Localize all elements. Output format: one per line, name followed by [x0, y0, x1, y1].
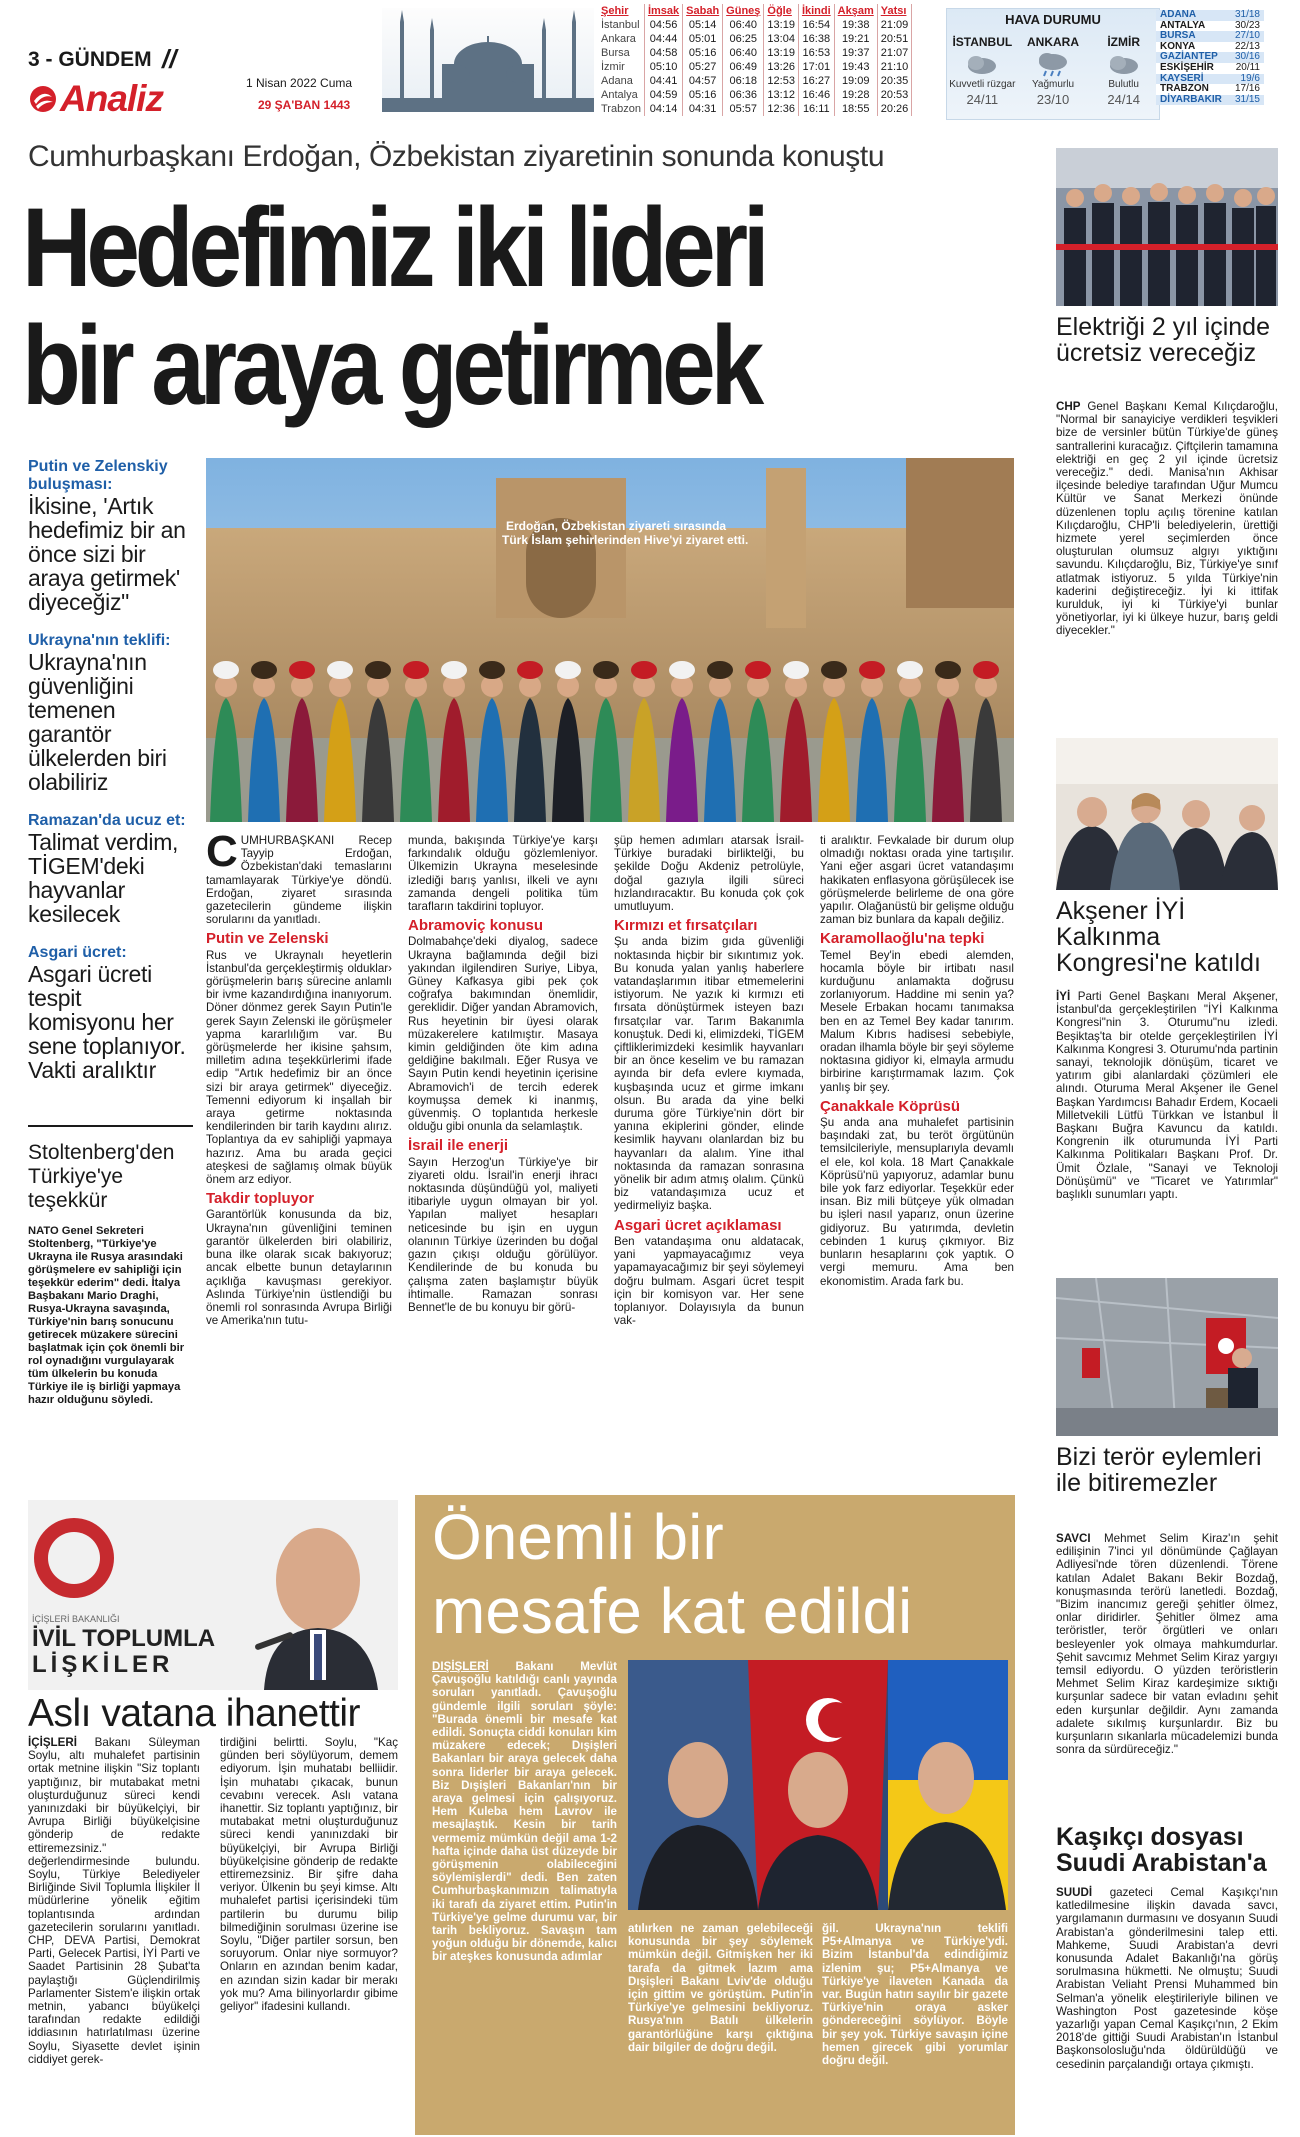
prayer-cell: 16:11	[798, 102, 834, 116]
prayer-cell: 13:26	[764, 60, 799, 74]
photo-person-hat	[517, 661, 543, 679]
photo-person-hat	[669, 661, 695, 679]
body-paragraph: Mehmet Selim Kiraz'ın şehit edilişinin 7'inci yıl dönümünde Çağlayan Adliyesi'nde tören düzenlendi. Törene katılan Adalet Bakanı Bekir Bozdağ, konuşmasında terörü lanetledi. Bozdağ, "Bizim inancımız gereği şehitler ölmez, onlar diridirler. Şehitler ölmez ama teröristler, terör örgütleri ve onları besleyenler yok olmaya mahkumdurlar. Şehit savcımız Mehmet Selim Kiraz yargıyı temsil ediyordu. O yüzden teröristlerin Mehmet Selim Kiraz kardeşimize sıktığı kurşunlar sadece bir vatan evladını şehit eden kurşunlar değildir. Aynı zamanda adalete sıkılmış kurşunlardır. Biz bu kurşunların sıkanlarla mücadelemizi bunda sonra da sürdüreceğiz."	[1056, 1532, 1278, 1757]
weather-temp: 24/11	[966, 92, 999, 107]
prayer-cell: 04:14	[644, 102, 682, 116]
photo-person-hat	[707, 661, 733, 679]
bozdag-speech-photo	[1056, 1278, 1278, 1436]
weather-temp: 17/16	[1234, 83, 1260, 95]
photo-person-hat	[365, 661, 391, 679]
prayer-cell: 05:16	[683, 88, 723, 102]
body-paragraph: Bakanı Mevlüt Çavuşoğlu katıldığı canlı yayında soruları yanıtladı. Çavuşoğlu gündemle ilgili soruları şöyle: "Burada önemli bir mesafe kat edildi. Sonuçta ciddi konuları kim müzakere edecek; Dışişleri Bakanları bir araya gelecek daha sonra liderler bir araya gelecek. Biz Dışişleri Bakanları'nın bir araya gelmesi için çalışıyoruz. Hem Kuleba hem Lavrov ile mesajlaştık. Kesin bir tarih vermemiz mümkün değil ama 1-2 hafta içinde daha üst düzeyde bir görüşmenin olabileceğini söylemişlerdi" dedi. Ben zaten Cumhurbaşkanımızın talimatıyla iki tarafı da ziyaret ettim. Putin'in Türkiye'ye gelme durumu var, bir tarih bekliyoruz. Savaşın tam yoğun olduğu bir dönemde, kalıcı bir ateşkes konusunda adımlar	[432, 1660, 617, 1964]
photo-person-hat	[251, 661, 277, 679]
lead-word: CHP	[1056, 400, 1081, 413]
weather-city	[1018, 35, 1089, 107]
prayer-cell: 13:04	[764, 32, 799, 46]
photo-person-hat	[593, 661, 619, 679]
photo-person-hat	[783, 661, 809, 679]
body-paragraph: Parti Genel Başkanı Meral Akşener, İstanbul'da gerçekleştirilen "İYİ Kalkınma Kongresi"nin 3. Oturumu"nu izledi. Beşiktaş'ta bir otelde gerçekleştirilen İYİ Kalkınma Kongresi 3. Oturumu'nda partinin sanayi, teknolojik dönüşüm, ticaret ve yatırım gibi alanlardaki çözümleri ele alındı. Oturuma Meral Akşener ile Genel Başkan Yardımcısı Bahadır Erdem, Kocaeli Milletvekili Lütfü Türkkan ve İstanbul İl Başkanı Buğra Kavuncu da katıldı. Kongrenin ilk oturumunda İYİ Parti Kalkınma Politikaları Başkanı Prof. Dr. Ümit Özlale, "Sanayi ve Teknoloji Dönüşümü" ve "Ticaret ve Yatırımlar" başlıklı sunumları yaptı.	[1056, 990, 1278, 1202]
prayer-header-cell: Yatsı	[877, 4, 912, 18]
prayer-row	[598, 46, 912, 60]
cavusoglu-headline-2: mesafe kat edildi	[432, 1575, 913, 1647]
main-kicker: Cumhurbaşkanı Erdoğan, Özbekistan ziyaretinin sonunda konuştu	[28, 140, 885, 173]
sidebar-item	[28, 632, 193, 794]
body-paragraph: munda, bakışında Türkiye'ye karşı farkındalık olduğu gözlemleniyor. Ülkemizin Ukrayna meselesinde izlediği barış yanlısı, ilkeli ve aynı zamanda dengeli politika tüm tarafların takdirini topluyor.	[408, 834, 598, 914]
cloud-icon	[1107, 51, 1141, 77]
weather-temp: 27/10	[1234, 30, 1260, 42]
body-paragraph: şüp hemen adımları atarsak İsrail-Türkiye buradaki birliktelği, bu şekilde Doğu Akdeniz petrolüyle, doğal gazıyla ilgili süreci hızlandıracaktır. Bu konuda çok çok umutluyum.	[614, 834, 804, 914]
soylu-col1	[28, 1736, 200, 2068]
photo-person-hat	[555, 661, 581, 679]
photo-person-hat	[441, 661, 467, 679]
cavusoglu-col3	[822, 1922, 1008, 2069]
kasikci-text	[1056, 1886, 1278, 2073]
prayer-cell: Ankara	[598, 32, 644, 46]
prayer-header-cell: Sabah	[683, 4, 723, 18]
ministers-photo	[628, 1660, 1008, 1910]
weather-city-name: İSTANBUL	[952, 35, 1013, 49]
prayer-times-table	[598, 4, 912, 116]
body-paragraph: ğil. Ukrayna'nın teklifi P5+Almanya ve Türkiye'ydi. Bizim İstanbul'da edindiğimiz izlenim şu; P5+Almanya ve Türkiye'ye ilaveten Kanada da var. Bugün hatırı sayılır bir gazete Türkiye'nin oraya asker göndereceğini söylüyor. Böyle bir şey yok. Türkiye savaşın içine hemen girecek gibi yorumlar doğru değil.	[822, 1922, 1008, 2068]
weather-city-name: TRABZON	[1160, 83, 1209, 95]
aksener-headline: Akşener İYİ Kalkınma Kongresi'ne katıldı	[1056, 897, 1261, 977]
lead-word: İYİ	[1056, 990, 1071, 1003]
photo-person-hat	[897, 661, 923, 679]
body-paragraph: Temel Bey'in ebedi alemden, hocamla böyle bir irtibatı nasıl kurduğunu anlamakta doğrusu zorlanıyorum. Haddine mi senin ya? Mesele Erbakan hocamı tanımaksa ben en az Temel Bey kadar tanırım. Malum Kıbrıs hadisesi sebebiyle, oradan ilhamla böyle bir şeyi söyleme noktasına gidiyor ki, elmayla armudu birbirine karıştırmamak lazım. Çok yanlış bir şey.	[820, 948, 1014, 1094]
weather-temp: 31/18	[1234, 9, 1260, 20]
prayer-cell: 05:16	[683, 46, 723, 60]
subheading: Asgari ücret açıklaması	[614, 1216, 782, 1234]
prayer-cell: 16:53	[798, 46, 834, 60]
mosque-silhouette-illustration	[382, 8, 594, 112]
elektrik-text	[1056, 400, 1278, 640]
soylu-col2	[220, 1736, 398, 2015]
prayer-cell: 20:35	[877, 74, 912, 88]
prayer-cell: 20:51	[877, 32, 912, 46]
prayer-cell: Adana	[598, 74, 644, 88]
prayer-cell: 21:09	[877, 18, 912, 32]
prayer-cell: 16:27	[798, 74, 834, 88]
rain-cloud-icon	[1036, 51, 1070, 77]
body-paragraph: Genel Başkanı Kemal Kılıçdaroğlu, "Normal bir sanayiciye verdikleri teşvikleri bize de versinler bütün Türkiye'de güneş santrallerini kuracağız. Çiftçilerin tamamına elektriği en geç 2 yıl içinde ücretsiz vereceğiz." dedi. Manisa'nın Akhisar ilçesinde belediye tarafından Uğur Mumcu Kültür ve Sanat Merkezi önünde düzenlenen toplu açılış törenine katılan Kılıçdaroğlu, CHP'li belediyelerin, ürettiği hizmete yerel seçimlerden önce oluşturulan olumsuz algıyı yıktığını savundu. Kılıçdaroğlu, Biz, Türkiye'ye sınıf atlatmak istiyoruz. 5 yılda Türkiye'nin kaderini değiştireceğiz. İyi ki ittifak kurulduk, iyi ki Türkiye'yi bunlar yönetiyorlar, iyi ki ülkeye huzur, barış geldi diyecekler."	[1056, 400, 1278, 638]
weather-city-name: KAYSERİ	[1160, 72, 1204, 84]
weather-desc: Yağmurlu	[1031, 79, 1075, 90]
sidebar-item-text: Ukrayna'nın güvenliğini temenen garantör ülkelerden biri olabiliriz	[28, 649, 167, 795]
weather-city-name: GAZİANTEP	[1160, 51, 1218, 63]
prayer-cell: 19:28	[834, 88, 877, 102]
prayer-cell: 20:53	[877, 88, 912, 102]
prayer-cell: 06:36	[723, 88, 764, 102]
body-paragraph: Dolmabahçe'deki diyalog, sadece Ukrayna bağlamında değil bizi yakından ilgilendiren Suriye, Libya, Güney Kafkasya gibi pek çok coğrafya bakımından önemlidir, gereklidir. Diğer yandan Abramovich, Rus heyetinin bir üyesi olarak müzakerelere katılmıştır. Masaya kimin geldiğinden öte kim adına geldiğine bakılmalı. Eğer Rusya ve Sayın Putin kendi heyetinin içerisine Abramovich'i de tercih ederek koymuşsa demek ki inanmış, güvenmiş. O toplantıda herkesle olduğu gibi onunla da selamlaştık.	[408, 935, 598, 1134]
photo-backdrop-text-2: İVİL TOPLUMLA	[32, 1625, 216, 1652]
photo-caption-line2: Türk İslam şehirlerinden Hive'yi ziyaret etti.	[502, 533, 749, 547]
weather-city-name: BURSA	[1160, 30, 1196, 42]
prayer-cell: 19:37	[834, 46, 877, 60]
photo-person-hat	[821, 661, 847, 679]
aksener-photo	[1056, 738, 1278, 890]
weather-city	[947, 35, 1018, 107]
photo-person-hat	[213, 661, 239, 679]
subheading: Takdir topluyor	[206, 1190, 315, 1208]
weather-city-name: İZMİR	[1107, 35, 1141, 49]
weather-temp: 22/13	[1234, 40, 1260, 52]
prayer-cell: 19:21	[834, 32, 877, 46]
weather-city-name: ADANA	[1160, 9, 1197, 20]
weather-city-name: KONYA	[1160, 40, 1196, 52]
photo-backdrop-text-3: LİŞKİLER	[32, 1651, 174, 1678]
photo-person-hat	[403, 661, 429, 679]
photo-backdrop-text-1: İÇİŞLERİ BAKANLIĞI	[32, 1614, 120, 1624]
weather-temp: 30/23	[1234, 19, 1260, 31]
weather-desc: Kuvvetli rüzgar	[949, 79, 1016, 90]
photo-person-hat	[479, 661, 505, 679]
prayer-cell: 05:10	[644, 60, 682, 74]
sidebar-item-text: Talimat verdim, TİGEM'deki hayvanlar kesilecek	[28, 829, 179, 927]
stoltenberg-text: NATO Genel Sekreteri Stoltenberg, "Türkiye'ye Ukrayna ile Rusya arasındaki görüşmelere ev sahipliği için teşekkür ederim" dedi. İtalya Başbakanı Mario Draghi, Rusya-Ukrayna savaşında, Türkiye'nin barış sonucunu getirecek müzakere sürecini başlatmak için çok önemli bir rol oynadığını vurgulayarak tüm ülkelerin bu konuda Türkiye ile iş birliği yapmaya hazır olduğunu söyledi.	[28, 1225, 185, 1406]
photo-person-hat	[289, 661, 315, 679]
page-label: 3 - GÜNDEM	[28, 48, 152, 71]
cavusoglu-headline-1: Önemli bir	[432, 1501, 724, 1573]
subheading: Putin ve Zelenski	[206, 930, 329, 948]
subheading: Çanakkale Köprüsü	[820, 1097, 961, 1115]
sidebar-item-label: Putin ve Zelenskiy buluşması:	[28, 458, 168, 493]
date-hijri: 29 ŞA'BAN 1443	[258, 98, 351, 112]
prayer-cell: 06:40	[723, 18, 764, 32]
prayer-cell: 12:36	[764, 102, 799, 116]
prayer-row	[598, 32, 912, 46]
aksener-text	[1056, 990, 1278, 1203]
body-paragraph: Bakanı Süleyman Soylu, altı muhalefet partisinin ortak metnine ilişkin "Siz toplantı yaptığınız, bir mutabakat metni oluşturduğunuz süreci kendi yanınızdaki bir büyükelçiyi, bir Avrupa Birliği büyükelçisine gönderip de redakte ettiremezsiniz." değerlendirmesinde bulundu. Soylu, Türkiye Belediyeler Birliğinde Sivil Toplumla İlişkiler İl müdürlerine yönelik eğitim toplantısında ardından gazetecilerin sorularını yanıtladı. CHP, DEVA Partisi, Demokrat Parti, Gelecek Partisi, İYİ Parti ve Saadet Partisinin 28 Şubat'ta paylaştığı Güçlendirilmiş Parlamenter Sistem'e ilişkin ortak metnin, yabancı büyükelçi tarafından redakte edildiği iddiasının hatırlatılması üzerine Soylu, Siyasette devlet işinin ciddiyet gerek-	[28, 1736, 200, 2066]
weather-box	[946, 8, 1160, 120]
prayer-cell: 16:54	[798, 18, 834, 32]
prayer-cell: 06:49	[723, 60, 764, 74]
prayer-cell: 04:59	[644, 88, 682, 102]
lead-word: İÇİŞLERİ	[28, 1736, 77, 1749]
prayer-header-cell: Akşam	[834, 4, 877, 18]
weather-temp: 31/15	[1234, 93, 1260, 105]
photo-person-hat	[631, 661, 657, 679]
page-label-slash: //	[162, 44, 177, 74]
weather-desc: Bulutlu	[1108, 79, 1139, 90]
prayer-row	[598, 102, 912, 116]
prayer-header-cell: Güneş	[723, 4, 764, 18]
cavusoglu-col1	[432, 1660, 617, 1966]
left-sidebar	[28, 458, 193, 1082]
prayer-cell: 04:56	[644, 18, 682, 32]
main-story-col2	[408, 834, 598, 1316]
prayer-cell: 04:31	[683, 102, 723, 116]
prayer-cell: 06:18	[723, 74, 764, 88]
soylu-headline: Aslı vatana ihanettir	[28, 1692, 361, 1735]
prayer-cell: 04:58	[644, 46, 682, 60]
photo-person-hat	[745, 661, 771, 679]
lead-word: DIŞİŞLERİ	[432, 1660, 489, 1673]
weather-city-name: ANTALYA	[1160, 19, 1206, 31]
prayer-cell: 06:25	[723, 32, 764, 46]
teror-headline: Bizi terör eylemleri ile bitiremezler	[1056, 1443, 1262, 1497]
lead-word: SAVCI	[1056, 1532, 1091, 1545]
date-gregorian: 1 Nisan 2022 Cuma	[246, 76, 353, 90]
prayer-cell: 19:38	[834, 18, 877, 32]
soylu-photo	[28, 1500, 398, 1690]
photo-person-hat	[327, 661, 353, 679]
teror-text	[1056, 1532, 1278, 1758]
subheading: Abramoviç konusu	[408, 917, 544, 935]
logo-text: Analiz	[60, 78, 163, 119]
subheading: Kırmızı et fırsatçıları	[614, 917, 758, 935]
prayer-cell: 19:43	[834, 60, 877, 74]
body-paragraph: ti aralıktır. Fevkalade bir durum olup olmadığı noktası orada yine tartışılır. Yani eğer asgari ücret vatandaşımı hakikaten enflasyona görüşülecek ise görüşmelerde belirleme de ona göre yapılır. Olağanüstü bir gelişme olduğu zaman biz bunlara da kapalı değiliz.	[820, 834, 1014, 927]
weather-city	[1088, 35, 1159, 107]
main-story-col3	[614, 834, 804, 1329]
prayer-cell: 20:26	[877, 102, 912, 116]
prayer-cell: 04:57	[683, 74, 723, 88]
lead-word: SUUDİ	[1056, 1886, 1093, 1899]
sidebar-item-label: Ramazan'da ucuz et:	[28, 812, 186, 829]
body-paragraph: Garantörlük konusunda da biz, Ukrayna'nın güvenliğini teminen garantör ülkelerden biri olabiliriz, buna ilke olarak sıcak bakıyoruz; ancak elbette bunun detaylarının açıklığa kavuşması gerekiyor. Aslında Türkiye'nin üstlendiği bu önemli rol sonrasında Avrupa Birliği ve Amerika'nın tutu-	[206, 1208, 392, 1328]
body-paragraph: Ben vatandaşıma onu aldatacak, yani yapmayacağımız veya yapamayacağımız bir şeyi söylemeyi doğru bulmam. Asgari ücret tespit için bir komisyon var. Her sene toplanıyor. Dolayısıyla da bunun vak-	[614, 1234, 804, 1328]
weather-city-name: ESKİŞEHİR	[1160, 61, 1214, 73]
body-paragraph: atılırken ne zaman gelebileceği konusunda bir şey söylemek mümkün değil. Gitmişken her iki tarafa da gitmek lazım ama Dışişleri Bakanı Lviv'de olduğu için gittim ve görüştüm. Putin'in Türkiye'ye gelmesini bekliyoruz. Rusya'nın Batılı ülkelerin garantörlüğüne karşı çıktığına dair bilgiler de doğru değil.	[628, 1922, 813, 2054]
weather-city-row	[1156, 10, 1264, 21]
weather-title: HAVA DURUMU	[1005, 12, 1101, 27]
prayer-cell: 18:55	[834, 102, 877, 116]
prayer-cell: 05:14	[683, 18, 723, 32]
body-paragraph: Şu anda bizim gıda güvenliği noktasında hiçbir bir sıkıntımız yok. Bu konuda yalan yanlış haberlere vatandaşlarımın itibar etmemelerini istiyorum. Ne yazık ki kırmızı eti fırsata dönüştürmek isteyen bazı fırsatçılar var. Tarım Bakanımla konuştuk. Dedi ki, elimizdeki, TİGEM çiftliklerimizdeki kesimlik hayvanları bir an önce keselim ve bu ramazan ayında bir defa evlere kıymada, kuşbaşında ucuz et girme imkanı olsun. Bu arada da yine belki duruma göre Türkiye'nin dört bir yanına ekiplerini gönder, elinde kesimlik hayvanı olanlardan biz bu hayvanları da alalım. Yine ithal noktasında da ramazan sonrasına yönelik bir adım atmış olalım. Çünkü biz vatandaşımıza ucuz et yedirmeliyiz başka.	[614, 935, 804, 1213]
drop-cap: C	[206, 827, 238, 876]
prayer-header-cell: Şehir	[598, 4, 644, 18]
body-paragraph: Rus ve Ukraynalı heyetlerin İstanbul'da gerçekleştirmiş olduklar› görüşmelerin barış sürecine anlamlı bir ivme kazandırdığına inanıyorum. Döner dönmez gerek Sayın Putin'le gerek Sayın Zelenski ile görüşmeler yapma kararlılığım var. Bu görüşmelerde her ikisine şahsım, milletim adına teşekkürlerimi ifade edip "Artık hedefimiz bir an önce sizi bir araya getirmek" diyeceğiz. Temenni ediyorum ki inşallah bir araya getirme noktasında kendilerinden bir tarih kaydını alırız. Toplantıya da ev sahipliği yapmaya hazırız. Ama bu arada geçici ateşkesi de sağlamış olmak büyük önem arz ediyor.	[206, 948, 392, 1187]
weather-temp: 24/14	[1107, 92, 1140, 107]
weather-temp: 30/16	[1234, 51, 1260, 63]
prayer-cell: Bursa	[598, 46, 644, 60]
weather-temp: 20/11	[1235, 61, 1260, 73]
weather-city-row	[1156, 63, 1264, 74]
prayer-cell: Antalya	[598, 88, 644, 102]
cloud-icon	[965, 51, 999, 77]
prayer-cell: 16:38	[798, 32, 834, 46]
prayer-cell: 05:27	[683, 60, 723, 74]
sidebar-item-text: İkisine, 'Artık hedefimiz bir an önce sizi bir araya getirmek' diyeceğiz"	[28, 493, 186, 615]
prayer-cell: 05:57	[723, 102, 764, 116]
subheading: Karamollaoğlu'na tepki	[820, 930, 985, 948]
prayer-cell: Trabzon	[598, 102, 644, 116]
prayer-cell: 04:44	[644, 32, 682, 46]
sidebar-item	[28, 944, 193, 1082]
prayer-header-cell: Öğle	[764, 4, 799, 18]
sidebar-item	[28, 458, 193, 614]
body-paragraph: Şu anda ana muhalefet partisinin başındaki zat, bu teröt örgütünün temsilcileriyle, mensuplarıyla devamlı el ele, kol kola. 18 Mart Çanakkale Köprüsü'nü yapıyoruz, adamlar bunu bile yok farz ediyorlar. Teşekkür eder insan. Biz mili bütçeye yük olmadan bu işleri nasıl yaparız, onun üzerine gidiyoruz. Bu yatırımda, devletin cebinden 1 kuruş çıkmıyor. Biz bunların hesaplarını çok yaptık. O vergi memuru. Ama ben ekonomistim. Arada fark bu.	[820, 1116, 1014, 1288]
prayer-cell: 13:12	[764, 88, 799, 102]
sidebar-item-text: Asgari ücreti tespit komisyonu her sene toplanıyor. Vakti aralıktır	[28, 961, 186, 1083]
main-story-col4	[820, 834, 1014, 1290]
elektrik-headline: Elektriği 2 yıl içinde ücretsiz vereceğiz	[1056, 313, 1270, 367]
prayer-cell: 13:19	[764, 46, 799, 60]
page-header	[0, 0, 1300, 125]
weather-city-row	[1156, 95, 1264, 106]
body-paragraph: tirdiğini belirtti. Soylu, "Kaç günden beri söylüyorum, demem ediyorum. İşin muhatabı belliidir. İşin muhatabı çıkacak, bunun cevabını verecek. Aslı vatana ihanettir. Siz toplantı yaptığınız, bir mutabakat metni oluşturduğunuz süreci kendi yanınızdaki bir büyükelçiyi, bir Avrupa Birliği büyükelçisine gönderip de redakte ettiremezsiniz. Bir şifre daha veriyor. Ülkenin bu şeyi kimse. Altı muhalefet partisi içerisindeki tüm partilerin bu durumu bilip bilmediğinin sorulması üzerine ise Soylu, "Diğer partiler sorsun, ben soruyorum. Onlar niye sormuyor? Onların en azından benim kadar, en azından sizin kadar bir merakı yok mu? Ama bilinyorlardır gibime geliyor" ifadesini kullandı.	[220, 1736, 398, 2014]
weather-city-name: ANKARA	[1027, 35, 1079, 49]
prayer-row	[598, 18, 912, 32]
analiz-logo	[28, 78, 163, 120]
ribbon-cutting-photo	[1056, 148, 1278, 306]
sidebar-item-label: Ukrayna'nın teklifi:	[28, 632, 171, 649]
prayer-cell: 06:40	[723, 46, 764, 60]
body-paragraph: UMHURBAŞKANI Recep Tayyip Erdoğan, Özbekistan'daki temaslarını tamamlayarak Türkiye'ye döndü. Erdoğan, ziyaret sırasında gazetecilerin gündeme ilişkin sorularını da yanıtladı.	[206, 834, 392, 927]
photo-person-hat	[973, 661, 999, 679]
weather-city-list	[1156, 10, 1264, 105]
body-paragraph: Sayın Herzog'un Türkiye'ye bir ziyareti oldu. İsrail'in enerji ihracı noktasında düşündüğü yol, maliyeti itibariyle uygun olmayan bir yol. Yapılan maliyet hesapları neticesinde bu işin en uygun olanının Türkiye üzerinden bu doğal gazın çıkışı olduğu görülüyor. Kendilerinde de bu konuda bu çalışma zaten başlamıştır büyük ihtimalle. Ramazan sonrası Bennet'le de bu konuyu bir görü-	[408, 1155, 598, 1314]
prayer-header-cell: İkindi	[798, 4, 834, 18]
sidebar-item	[28, 812, 193, 926]
sidebar-item-label: Asgari ücret:	[28, 944, 127, 961]
logo-swirl-icon	[28, 84, 58, 114]
stoltenberg-headline: Stoltenberg'den Türkiye'ye teşekkür	[28, 1141, 175, 1212]
weather-temp: 23/10	[1036, 92, 1070, 107]
stoltenberg-story	[28, 1125, 193, 1407]
prayer-cell: 17:01	[798, 60, 834, 74]
prayer-cell: İstanbul	[598, 18, 644, 32]
main-headline-line1: Hedefimiz iki lideri	[22, 185, 765, 310]
body-paragraph: gazeteci Cemal Kaşıkçı'nın katledilmesine ilişkin davada savcı, yargılamanın durmasını ve dosyanın Suudi Arabistan'a gönderilmesini talep etti. Mahkeme, Suudi Arabistan'a devri konusunda Adalet Bakanlığı'na görüş sorulmasına hükmetti. Ne olmuştu; Suudi Arabistan Veliaht Prensi Muhammed bin Selman'a yönelik eleştirileriyle bilinen ve Washington Post gazetesinde köşe yazarlığı yapan Cemal Kaşıkçı'nın, 2 Ekim 2018'de gittiği Suudi Arabistan'ın İstanbul Başkonsolosluğu'nda öldürüldüğü ve cesedinin parçalandığı ortaya çıkmıştı.	[1056, 1886, 1278, 2071]
weather-temp: 19/6	[1240, 72, 1260, 84]
prayer-cell: İzmir	[598, 60, 644, 74]
prayer-cell: 21:10	[877, 60, 912, 74]
photo-person-hat	[859, 661, 885, 679]
prayer-row	[598, 60, 912, 74]
main-headline-line2: bir araya getirmek	[22, 303, 759, 428]
prayer-header-cell: İmsak	[644, 4, 682, 18]
uzbekistan-group-photo	[206, 458, 1014, 822]
cavusoglu-col2	[628, 1922, 813, 2056]
prayer-cell: 19:09	[834, 74, 877, 88]
photo-caption-line1: Erdoğan, Özbekistan ziyareti sırasında	[506, 519, 727, 533]
prayer-cell: 13:19	[764, 18, 799, 32]
prayer-cell: 21:07	[877, 46, 912, 60]
subheading: İsrail ile enerji	[408, 1137, 509, 1155]
kasikci-headline: Kaşıkçı dosyası Suudi Arabistan'a	[1056, 1823, 1267, 1877]
main-story-col1	[206, 827, 392, 1329]
prayer-row	[598, 88, 912, 102]
prayer-cell: 05:01	[683, 32, 723, 46]
prayer-cell: 12:53	[764, 74, 799, 88]
weather-city-name: DİYARBAKIR	[1160, 93, 1222, 105]
prayer-row	[598, 74, 912, 88]
prayer-cell: 04:41	[644, 74, 682, 88]
prayer-cell: 16:46	[798, 88, 834, 102]
photo-person-hat	[935, 661, 961, 679]
